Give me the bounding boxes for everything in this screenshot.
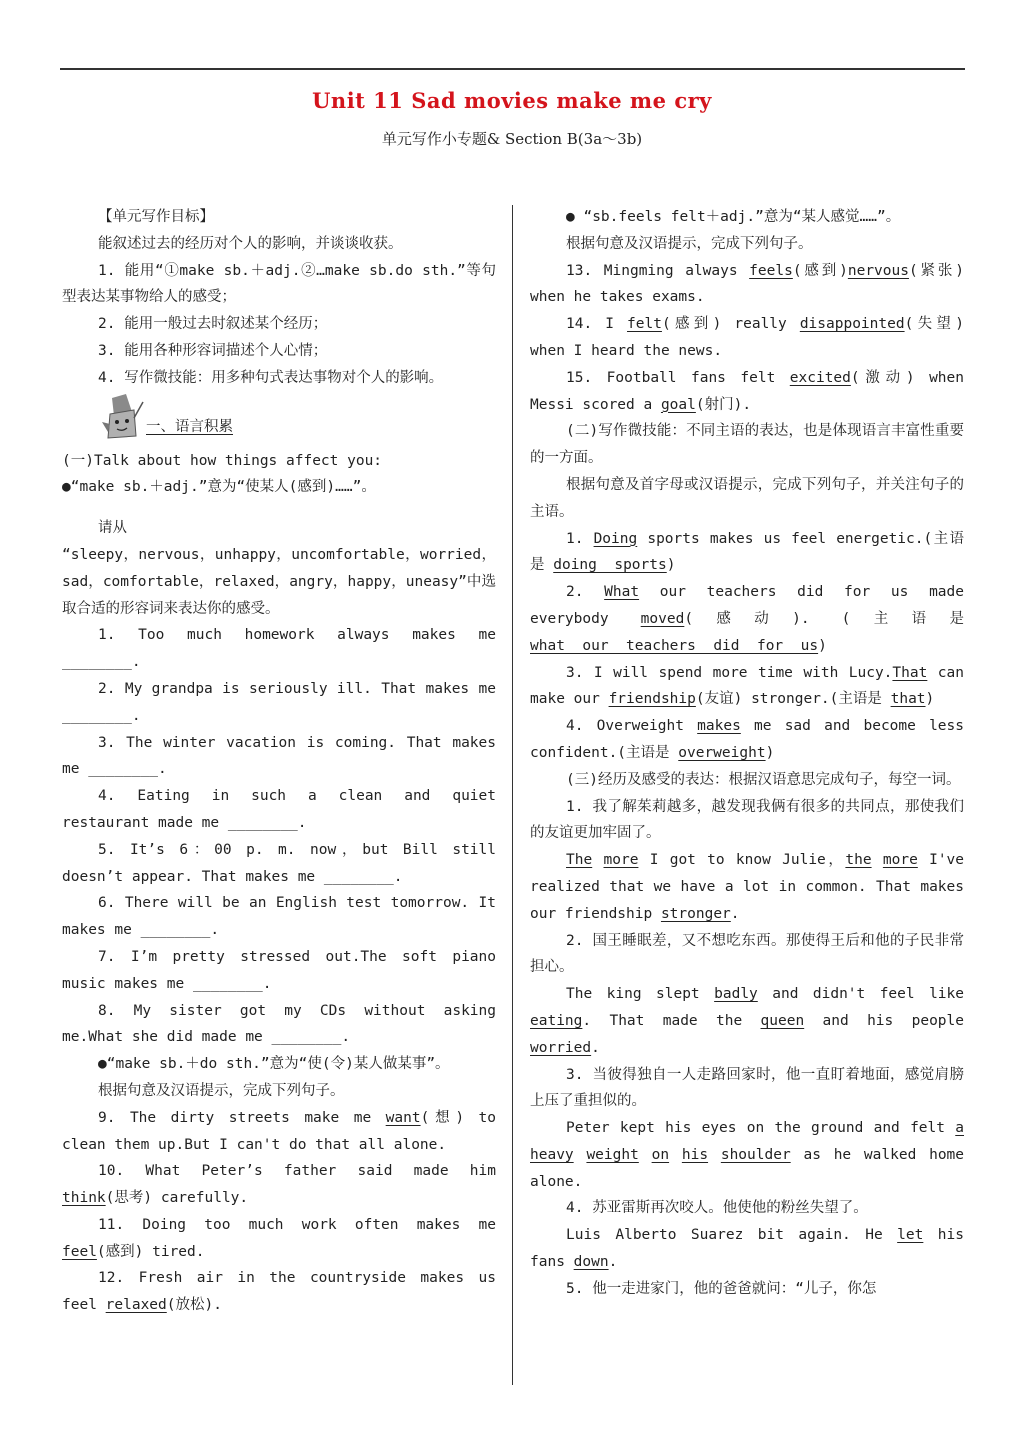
instruction: 根据句意及首字母或汉语提示，完成下列句子，并关注句子的主语。 [530,476,964,520]
instruction: 根据句意及汉语提示，完成下列句子。 [98,1082,345,1099]
exercise-item: 10. What Peter’s father said made him think(思考) carefully. [62,1163,496,1207]
exercise-item: 15. Football fans felt excited(激动) when Messi scored a goal(射门). [530,369,964,413]
rule-bullet: ●“make sb.＋adj.”意为“使某人(感到)……”。 [62,479,376,496]
pencil-mascot-icon [100,392,144,442]
sub-heading: (三)经历及感受的表达：根据汉语意思完成句子，每空一词。 [566,771,961,788]
exercise-item: 4. Overweight makes me sad and become less confident.(主语是 overweight) [530,718,964,761]
goal-intro: 能叙述过去的经历对个人的影响，并谈谈收获。 [98,235,403,252]
exercise-item: 1. Doing sports makes us feel energetic.(主语是 doing sports) [530,530,964,574]
exercise-item: 7. I’m pretty stressed out.The soft piano music makes me ________. [62,948,496,992]
exercise-item: 12. Fresh air in the countryside makes us feel relaxed(放松). [62,1270,496,1314]
translation-prompt: 5. 他一走进家门，他的爸爸就问：“儿子，你怎 [566,1280,877,1297]
translation-prompt: 2. 国王睡眠差，又不想吃东西。那使得王后和他的子民非常担心。 [530,932,964,976]
exercise-item: 2. My grandpa is seriously ill. That makes me ________. [62,680,496,724]
column-divider [512,205,513,1385]
goal-item: 2. 能用一般过去时叙述某个经历； [98,316,328,333]
exercise-item: 3. I will spend more time with Lucy.That can make our friendship(友谊) stronger.(主语是 that) [530,664,964,708]
left-column [62,204,496,1319]
goal-item: 1. 能用“①make sb.＋adj.②…make sb.do sth.”等句型表达某事物给人的感受； [62,262,496,306]
answer: think [62,1190,106,1207]
sub-heading: (一)Talk about how things affect you: [62,452,383,469]
rule-bullet: ●“make sb.＋do sth.”意为“使(令)某人做某事”。 [98,1056,450,1073]
exercise-item: 4. Eating in such a clean and quiet restaurant made me ________. [62,788,496,831]
exercise-item: 8. My sister got my CDs without asking me.What she did made me ________. [62,1002,496,1046]
translation-prompt: 1. 我了解茱莉越多，越发现我俩有很多的共同点，那使我们的友谊更加牢固了。 [530,798,964,842]
top-rule [60,68,965,70]
exercise-item: 2. What our teachers did for us made everybody moved(感动). (主语是 what our teachers did for us) [530,584,964,654]
exercise-item: 1. Too much homework always makes me ________. [62,627,496,671]
exercise-item: 5. It’s 6：00 p. m. now，but Bill still doesn’t appear. That makes me ________. [62,841,496,885]
rule-bullet: ● “sb.feels felt＋adj.”意为“某人感觉……”。 [566,209,901,225]
answer: relaxed [105,1297,167,1314]
sub-heading: (二)写作微技能：不同主语的表达，也是体现语言丰富性重要的一方面。 [530,423,964,467]
translation-answer: The more I got to know Julie，the more I've realized that we have a lot in common. That makes our friendship stronger. [530,852,965,922]
section-header [62,392,496,448]
exercise-item: 9. The dirty streets make me want(想) to clean them up.But I can't do that all alone. [62,1109,496,1153]
page-title: Unit 11 Sad movies make me cry [312,88,712,113]
exercise-item: 14. I felt(感到) really disappointed(失望) when I heard the news. [530,316,964,359]
translation-prompt: 4. 苏亚雷斯再次咬人。他使他的粉丝失望了。 [566,1200,868,1217]
exercise-item: 6. There will be an English test tomorrow. It makes me ________. [62,895,496,939]
section-label: 一、语言积累 [146,418,233,435]
goal-item: 4. 写作微技能：用多种句式表达事物对个人的影响。 [98,369,444,386]
exercise-item: 3. The winter vacation is coming. That makes me ________. [62,734,496,778]
translation-answer: The king slept badly and didn't feel like eating. That made the queen and his people worried. [530,986,964,1056]
translation-answer: Luis Alberto Suarez bit again. He let his fans down. [530,1227,965,1271]
word-bank: “sleepy，nervous，unhappy，uncomfortable，worried，sad，comfortable，relaxed，angry，happy，uneasy”中选取合适的形容词来表达你的感受。 [62,546,496,617]
answer: feel [62,1243,97,1260]
exercise-item: 13. Mingming always feels(感到)nervous(紧张) when he takes exams. [530,262,964,306]
right-column [530,204,964,1303]
page-subtitle: 单元写作小专题& Section B(3a～3b) [381,130,643,148]
goal-heading: 【单元写作目标】 [98,209,214,225]
answer: want [385,1109,421,1126]
translation-prompt: 3. 当彼得独自一人走路回家时，他一直盯着地面，感觉肩膀上压了重担似的。 [530,1066,964,1110]
translation-answer: Peter kept his eyes on the ground and felt a heavy weight on his shoulder as he walked home alone. [530,1120,965,1190]
instruction: 请从 [98,520,127,537]
goal-item: 3. 能用各种形容词描述个人心情； [98,342,328,359]
instruction: 根据句意及汉语提示，完成下列句子。 [566,235,813,252]
exercise-item: 11. Doing too much work often makes me feel(感到) tired. [62,1216,496,1260]
